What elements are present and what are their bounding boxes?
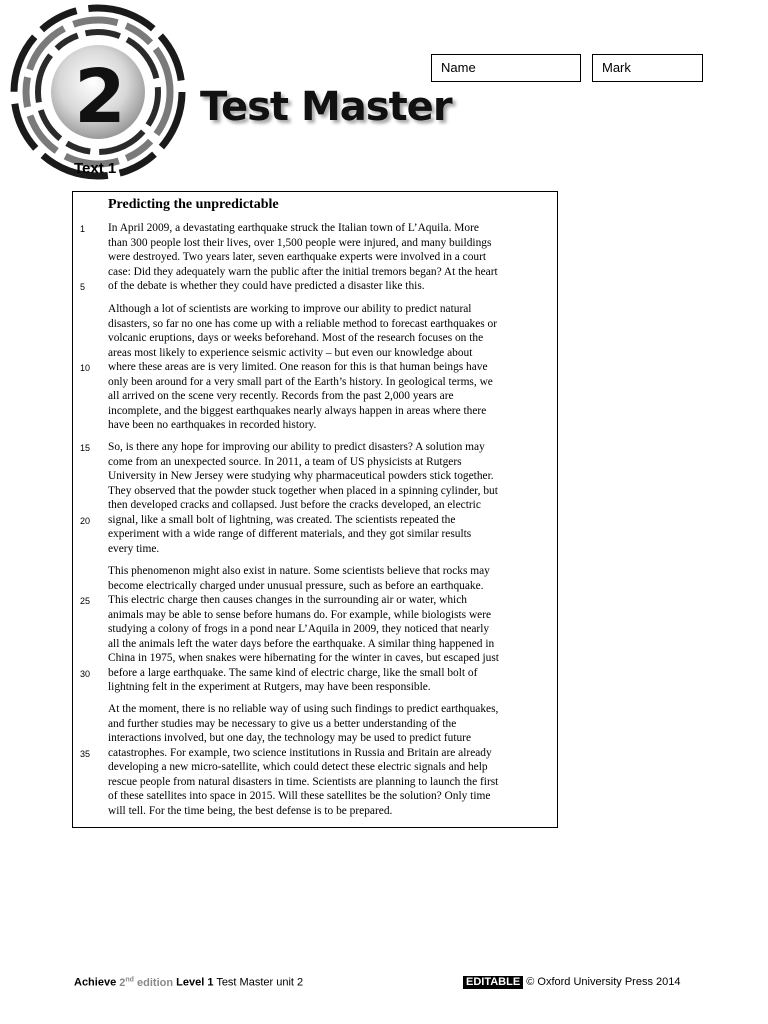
text-line: At the moment, there is no reliable way of using such findings to predict earthquakes, [108,703,499,715]
mark-field[interactable]: Mark [592,54,703,82]
footer-unit: Test Master unit 2 [216,976,304,989]
text-line: This phenomenon might also exist in nature. Some scientists believe that rocks may [108,565,490,577]
text-line: and further studies may be necessary to give us a better understanding of the [108,717,457,730]
text-line: have been no earthquakes in recorded history. [108,419,317,431]
line-number: 20 [80,516,91,526]
paragraph-2 [108,302,552,433]
text-line: China in 1975, when snakes were hibernating for the winter in caves, but escaped just [108,652,499,664]
text-line: disasters, so far no one has come up with a reliable method to forecast earthquakes or [108,317,498,330]
text-line: They observed that the powder stuck together when placed in a spinning cylinder, but [108,484,498,497]
text-line: So, is there any hope for improving our ability to predict disasters? A solution may [108,441,485,453]
line-number: 10 [80,363,91,373]
text-line: catastrophes. For example, two science institutions in Russia and Britain are already [108,746,492,759]
section-label: Text 1 [74,160,117,177]
text-line: lightning felt in the experiment at Rutgers, may have been responsible. [108,681,431,693]
text-line: all the animals left the water days before the earthquake. A similar thing happened in [108,637,495,650]
editable-badge: EDITABLE [463,976,523,989]
text-line: studying a colony of frogs in a pond near L’Aquila in 2009, they noticed that nearly [108,623,490,635]
text-line: than 300 people lost their lives, over 1,500 people were injured, and many buildings [108,236,492,249]
footer-course-info [74,976,303,989]
text-line: were destroyed. Two years later, seven earthquake experts were involved in a court [108,251,487,263]
text-line: signal, like a small bolt of lightning, was created. The scientists repeated the [108,513,456,526]
text-line: incomplete, and the biggest earthquakes nearly always happen in areas where there [108,404,487,417]
text-line: before a large earthquake. The same kind of electric charge, like the small bolt of [108,666,478,679]
paragraph-1 [108,221,552,294]
edition-word: edition [137,976,174,989]
text-line: only been around for a very small part of the Earth’s history. In geological terms, we [108,375,493,388]
text-line: then developed cracks and collapsed. Just before the cracks developed, an electric [108,499,481,511]
paragraph-4 [108,564,552,695]
footer-copyright: © Oxford University Press 2014 [526,976,681,988]
text-line: animals may be able to sense before humans do. For example, while biologists were [108,608,492,621]
text-line: volcanic eruptions, days or weeks beforehand. Most of the research focuses on the [108,332,484,344]
footer-copyright-block [463,976,680,989]
text-line: experiment with a wide range of different materials, and they got similar results [108,528,472,540]
text-line: Although a lot of scientists are working to improve our ability to predict natural [108,303,472,315]
reading-text-box [72,191,558,828]
text-line: areas most likely to experience seismic activity – but even our knowledge about [108,346,473,359]
text-line: interactions involved, but one day, the technology may be used to predict future [108,732,472,744]
footer-edition [119,977,173,989]
paragraph-3 [108,440,552,556]
unit-number: 2 [74,54,126,140]
text-line: case: Did they adequately warn the public after the initial tremors began? At the heart [108,265,498,278]
line-number: 15 [80,443,91,453]
edition-suffix: nd [125,976,134,983]
text-line: of the debate is whether they could have predicted a disaster like this. [108,280,425,292]
text-line: become electrically charged under unusual pressure, such as before an earthquake. [108,579,484,592]
text-line: University in New Jersey were studying why pharmaceutical powders stick together. [108,470,494,482]
article-title: Predicting the unpredictable [108,197,279,212]
footer-level: Level 1 [176,976,214,989]
line-number: 1 [80,224,86,234]
line-number: 35 [80,749,91,759]
text-line: all arrived on the scene very recently. Records from the past 2,000 years are [108,390,454,402]
line-number: 5 [80,282,86,292]
text-line: will tell. For the time being, the best defense is to be prepared. [108,804,393,817]
unit-logo [4,4,192,184]
name-field[interactable]: Name [431,54,581,82]
brand-title: Test Master [200,84,452,130]
footer-series: Achieve [74,976,117,989]
text-line: every time. [108,542,160,555]
text-line: rescue people from natural disasters in time. Scientists are planning to launch the first [108,775,499,788]
line-number: 30 [80,669,91,679]
text-line: come from an unexpected source. In 2011, a team of US physicists at Rutgers [108,455,462,468]
text-line: In April 2009, a devastating earthquake struck the Italian town of L’Aquila. More [108,222,479,234]
text-line: where these areas are is very limited. One reason for this is that human beings have [108,361,488,373]
text-line: developing a new micro-satellite, which could detect these electric signals and help [108,761,488,773]
line-number: 25 [80,596,91,606]
text-line: This electric charge then causes changes in the surrounding air or water, which [108,594,467,606]
paragraph-5 [108,702,552,818]
edition-number: 2 [119,976,126,989]
text-line: of these satellites into space in 2015. Will these satellites be the solution? Only time [108,790,491,802]
